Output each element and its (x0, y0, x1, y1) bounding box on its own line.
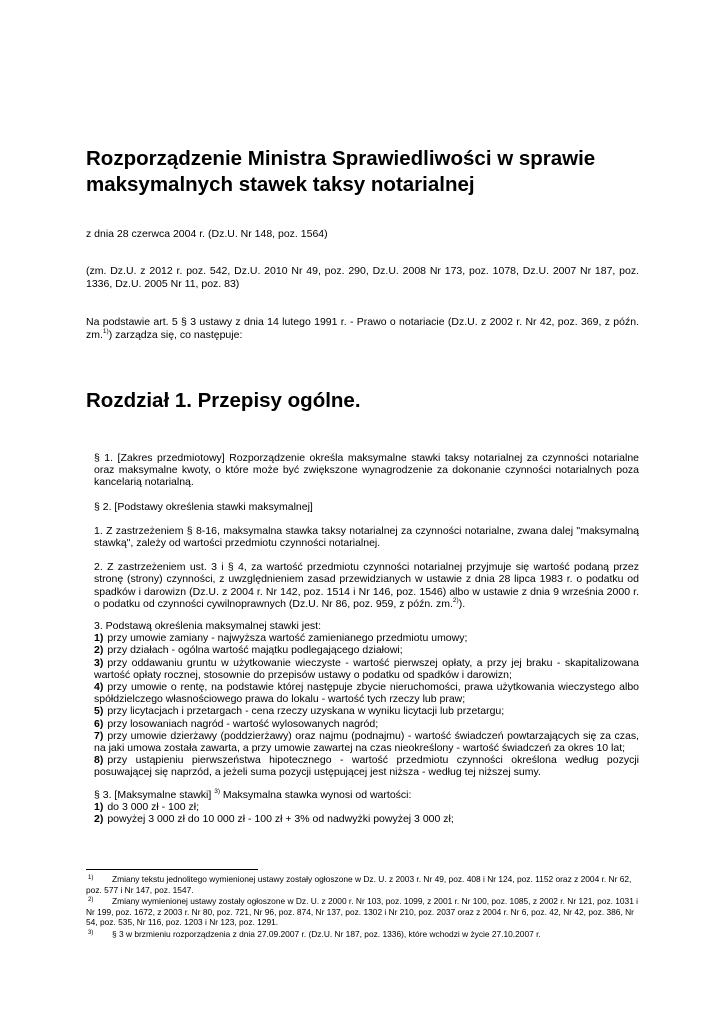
section-3-items-list (86, 801, 639, 825)
list-item-number: 5) (94, 705, 104, 718)
list-item (86, 730, 639, 754)
section-3-heading: § 3. [Maksymalne stawki] (94, 788, 212, 801)
legal-basis (86, 316, 639, 342)
section-2-paragraph-1: 1. Z zastrzeżeniem § 8-16, maksymalna stawka taksy notarialnej za czynności notarialne, zwana dalej "maksymalną stawką", zależy od wartości przedmiotu czynności notarialnej. (94, 524, 639, 550)
section-3-intro-text: Maksymalna stawka wynosi od wartości: (222, 788, 412, 801)
list-item-text: przy umowie dzierżawy (poddzierżawy) oraz najmu (podnajmu) - wartość świadczeń powtarzających się za czas, na jaki umowa została zawarta, a przy umowie zawartej na czas nieokreślony - wartość świadczeń za okres 10 lat; (94, 729, 639, 755)
footnote (86, 928, 639, 940)
footnote-text: Zmiany tekstu jednolitego wymienionej ustawy zostały ogłoszone w Dz. U. z 2003 r. Nr 49, poz. 408 i Nr 124, poz. 1152 oraz z 2004 r. Nr 62, poz. 577 i Nr 147, poz. 1547. (86, 874, 632, 895)
footnotes (86, 873, 639, 940)
chapter-heading: Rozdział 1. Przepisy ogólne. (86, 389, 361, 412)
list-item-text: przy losowaniach nagród - wartość wylosowanych nagród; (107, 717, 379, 730)
document-date-line: z dnia 28 czerwca 2004 r. (Dz.U. Nr 148, poz. 1564) (86, 228, 328, 240)
list-item-text: przy umowie zamiany - najwyższa wartość zamienianego przedmiotu umowy; (107, 632, 468, 645)
footnote-mark: 1) (88, 875, 94, 881)
footnote-text: § 3 w brzmieniu rozporządzenia z dnia 27.09.2007 r. (Dz.U. Nr 187, poz. 1336), które wchodzi w życie 27.10.2007 r. (112, 928, 541, 939)
list-item (86, 644, 639, 656)
section-2-items-list (86, 632, 639, 778)
legal-basis-end: ) zarządza się, co następuje: (108, 329, 243, 341)
amendments-list: (zm. Dz.U. z 2012 r. poz. 542, Dz.U. 2010 Nr 49, poz. 290, Dz.U. 2008 Nr 173, poz. 1078, Dz.U. 2007 Nr 187, poz. 1336, Dz.U. 2005 Nr 11, poz. 83) (86, 265, 639, 290)
footnote-mark: 3) (88, 929, 94, 936)
footnote (86, 895, 639, 928)
list-item (86, 754, 639, 778)
footnote-text: Zmiany wymienionej ustawy zostały ogłoszone w Dz. U. z 2000 r. Nr 103, poz. 1099, z 2001 r. Nr 100, poz. 1085, z 2002 r. Nr 121, poz. 1031 i Nr 199, poz. 1672, z 2003 r. Nr 80, poz. 721, Nr 96, poz. 874, Nr 137, poz. 1302 i Nr 210, poz. 2037 oraz z 2004 r. Nr 6, poz. 42, Nr 42, poz. 386, Nr 54, poz. 535, Nr 116, poz. 1203 i Nr 123, poz. 1291. (86, 896, 639, 928)
list-item (86, 632, 639, 644)
footnote-ref-3[interactable]: 3) (214, 787, 220, 795)
list-item-number: 2) (94, 813, 104, 826)
footnote-ref-1[interactable]: 1) (102, 328, 109, 335)
list-item-text: przy umowie o rentę, na podstawie której następuje zbycie nieruchomości, prawa użytkowania wieczystego albo spółdzielczego własnościowego prawa do lokalu - wartość tych rzeczy lub praw; (94, 681, 639, 706)
list-item-number: 7) (94, 729, 104, 742)
list-item (86, 801, 639, 813)
footnote-separator (86, 869, 258, 870)
legal-basis-text: Na podstawie art. 5 § 3 ustawy z dnia 14 lutego 1991 r. - Prawo o notariacie (Dz.U. z 2002 r. Nr 42, poz. 369, z późn. zm. (86, 316, 639, 341)
list-item-text: powyżej 3 000 zł do 10 000 zł - 100 zł + 3% od nadwyżki powyżej 3 000 zł; (107, 813, 454, 826)
section-1: § 1. [Zakres przedmiotowy] Rozporządzenie określa maksymalne stawki taksy notarialnej za czynności notarialne oraz maksymalne kwoty, o które może być zwiększone wynagrodzenie za dokonanie czynności notarialnych poza kancelarią notarialną. (94, 452, 639, 489)
list-item-text: przy licytacjach i przetargach - cena rzeczy uzyskana w wyniku licytacji lub przetargu; (107, 705, 505, 718)
list-item (86, 681, 639, 705)
section-2-heading: § 2. [Podstawy określenia stawki maksymalnej] (94, 500, 313, 513)
list-item (86, 813, 639, 825)
list-item (86, 705, 639, 717)
list-item-number: 3) (94, 656, 104, 669)
list-item-text: przy działach - ogólna wartość majątku podlegającego działowi; (107, 644, 403, 657)
section-2-paragraph-3-intro: 3. Podstawą określenia maksymalnej stawki jest: (94, 620, 322, 633)
list-item-number: 6) (94, 717, 104, 730)
list-item-number: 1) (94, 800, 104, 813)
footnote-mark: 2) (88, 897, 94, 904)
list-item-text: przy oddawaniu gruntu w użytkowanie wieczyste - wartość pierwszej opłaty, a przy jej braku - skapitalizowana wartość opłaty rocznej, stosownie do przepisów ustawy o podatku od spadków i darowizn; (94, 656, 639, 681)
list-item-number: 4) (94, 681, 104, 694)
list-item-text: do 3 000 zł - 100 zł; (107, 800, 199, 813)
section-2-paragraph-2-text: 2. Z zastrzeżeniem ust. 3 i § 4, za wartość przedmiotu czynności notarialnej przyjmuje się wartość podaną przez stronę (strony) czynności, z uwzględnieniem zasad przewidzianych w ustawie z dnia 28 lipca 1983 r. o podatku od spadków i darowizn (Dz.U. z 2004 r. Nr 142, poz. 1514 i Nr 146, poz. 1546) albo w ustawie z dnia 9 września 2000 r. o podatku od czynności cywilnoprawnych (Dz.U. Nr 86, poz. 959, z późn. zm. (94, 561, 639, 610)
footnote (86, 873, 639, 895)
list-item (86, 718, 639, 730)
list-item-number: 1) (94, 632, 104, 645)
section-2-paragraph-2-end: ). (458, 597, 466, 610)
section-3-intro (86, 789, 639, 801)
document-body (86, 452, 639, 825)
section-2-paragraph-2 (86, 561, 639, 610)
list-item-number: 8) (94, 754, 104, 767)
footnote-ref-2[interactable]: 2) (452, 596, 459, 604)
list-item-number: 2) (94, 644, 104, 657)
list-item-text: przy ustąpieniu pierwszeństwa hipotecznego - wartość przedmiotu czynności określona według pozycji posuwającej się naprzód, a jeżeli suma pozycji ustępującej jest niższa - według tej niższej sumy. (94, 754, 639, 779)
document-title: Rozporządzenie Ministra Sprawiedliwości w sprawie maksymalnych stawek taksy notarialnej (86, 147, 596, 196)
list-item (86, 657, 639, 681)
